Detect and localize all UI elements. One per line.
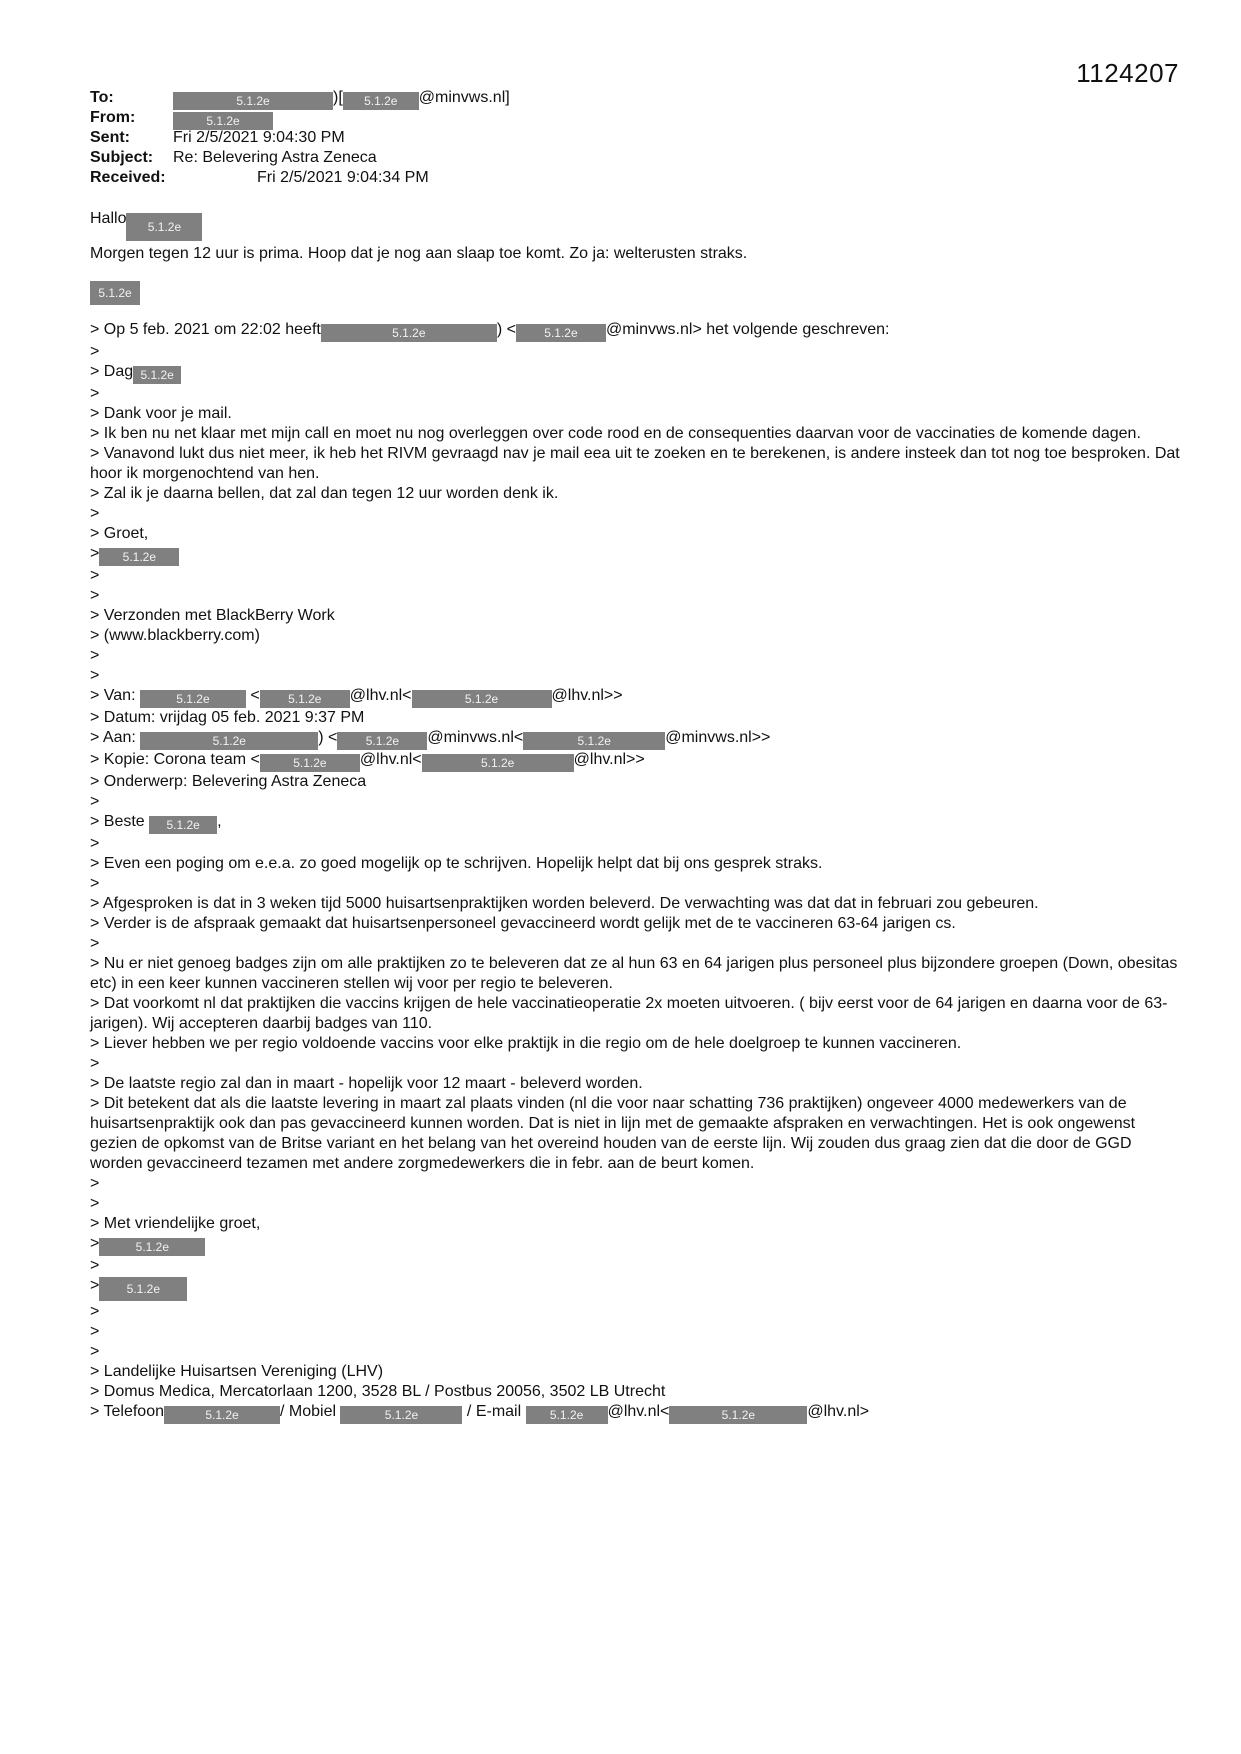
redaction: 5.1.2e: [340, 1406, 462, 1424]
redaction: 5.1.2e: [140, 690, 246, 708]
redaction: 5.1.2e: [99, 1238, 205, 1256]
redaction: 5.1.2e: [126, 213, 202, 241]
email-headers: [90, 88, 1180, 188]
quote-line: > (www.blackberry.com): [90, 627, 260, 644]
quote-onderwerp: > Onderwerp: Belevering Astra Zeneca: [90, 773, 367, 790]
quote-line: > Nu er niet genoeg badges zijn om alle praktijken zo te beleveren dat ze al hun 63 en 64 jarigen plus personeel plus bijzondere groepen (Down, obesitas etc) in een keer kunnen vaccineren stellen wij voor per regio te beleveren.: [90, 955, 1178, 992]
redaction: 5.1.2e: [164, 1406, 280, 1424]
quote-beste: > Beste 5.1.2e ,: [90, 813, 222, 832]
redaction: 5.1.2e: [173, 112, 273, 130]
quote-line: > Even een poging om e.e.a. zo goed mogelijk op te schrijven. Hopelijk helpt dat bij ons gesprek straks.: [90, 855, 823, 872]
quote-line: > Ik ben nu net klaar met mijn call en moet nu nog overleggen over code rood en de consequenties daarvan voor de vaccinaties de komende dagen.: [90, 425, 1141, 442]
quote-marker: >: [90, 343, 100, 360]
header-label: To:: [90, 89, 114, 106]
header-value: Re: Belevering Astra Zeneca: [173, 149, 377, 166]
quote-marker: >: [90, 647, 100, 664]
quote-van: > Van: 5.1.2e < 5.1.2e @lhv.nl< 5.1.2e @lhv.nl>>: [90, 687, 623, 706]
email-document: [90, 88, 1180, 1424]
redaction: 5.1.2e: [140, 732, 318, 750]
header-label: From:: [90, 109, 136, 126]
quote-kopie: > Kopie: Corona team < 5.1.2e @lhv.nl< 5.1.2e @lhv.nl>>: [90, 751, 645, 770]
redaction: 5.1.2e: [523, 732, 665, 750]
quote-line: > Groet,: [90, 525, 149, 542]
quote-marker: >: [90, 1323, 100, 1340]
quote-signature: > 5.1.2e: [90, 1234, 1180, 1256]
quote-line: > Dat voorkomt nl dat praktijken die vaccins krijgen de hele vaccinatieoperatie 2x moeten uitvoeren. ( bijv eerst voor de 64 jarigen en daarna voor de 63-jarigen). Wij accepteren daarbij badges van 110.: [90, 995, 1168, 1032]
quote-line: > Vanavond lukt dus niet meer, ik heb het RIVM gevraagd nav je mail eea uit te zoeken en te berekenen, is andere insteek dan tot nog toe besproken. Dat hoor ik morgenochtend van hen.: [90, 445, 1180, 482]
quote-marker: >: [90, 935, 100, 952]
quote-line: > Verder is de afspraak gemaakt dat huisartsenpersoneel gevaccineerd wordt gelijk met de te vaccineren 63-64 jarigen cs.: [90, 915, 956, 932]
header-from: [90, 108, 1180, 128]
quote-marker: >: [90, 567, 100, 584]
header-received: [90, 168, 1180, 188]
quote-line: > Met vriendelijke groet,: [90, 1215, 261, 1232]
redaction: 5.1.2e: [422, 754, 574, 772]
redaction: 5.1.2e: [149, 816, 217, 834]
quote-marker: >: [90, 385, 100, 402]
redaction: 5.1.2e: [260, 754, 360, 772]
quote-marker: >: [90, 793, 100, 810]
quote-signature: > 5.1.2e: [90, 544, 1180, 566]
redaction: 5.1.2e: [99, 1277, 187, 1301]
quote-dag: > Dag 5.1.2e: [90, 362, 1180, 384]
quote-marker: >: [90, 1257, 100, 1274]
quote-marker: >: [90, 1175, 100, 1192]
header-value: Fri 2/5/2021 9:04:34 PM: [257, 169, 429, 186]
header-value: Fri 2/5/2021 9:04:30 PM: [173, 129, 345, 146]
redaction: 5.1.2e: [133, 366, 181, 384]
quote-address: > Domus Medica, Mercatorlaan 1200, 3528 BL / Postbus 20056, 3502 LB Utrecht: [90, 1383, 666, 1400]
document-id: 1124207: [1076, 58, 1179, 88]
reply-body: Morgen tegen 12 uur is prima. Hoop dat je nog aan slaap toe komt. Zo ja: welterusten straks.: [90, 245, 748, 262]
quote-line: > Zal ik je daarna bellen, dat zal dan tegen 12 uur worden denk ik.: [90, 485, 559, 502]
quote-signature: > 5.1.2e: [90, 1276, 1180, 1302]
redaction: 5.1.2e: [321, 324, 497, 342]
greeting: Hallo 5.1.2e: [90, 204, 1180, 234]
quote-datum: > Datum: vrijdag 05 feb. 2021 9:37 PM: [90, 709, 365, 726]
redaction: 5.1.2e: [526, 1406, 608, 1424]
quote-marker: >: [90, 1195, 100, 1212]
quote-line: > De laatste regio zal dan in maart - hopelijk voor 12 maart - beleverd worden.: [90, 1075, 643, 1092]
redaction: 5.1.2e: [337, 732, 427, 750]
quote-line: > Dit betekent dat als die laatste levering in maart zal plaats vinden (nl die voor naar schatting 736 praktijken) ongeveer 4000 medewerkers van de huisartsenpraktijk ook dan pas gevaccineerd kunnen worden. Dat is niet in lijn met de gemaakte afspraken en verwachtingen. Het is ook ongewenst gezien de opkomst van de Britse variant en het belang van het overeind houden van de eerste lijn. Wij zouden dus graag zien dat die door de GGD worden gevaccineerd tezamen met andere zorgmedewerkers die in febr. aan de beurt komen.: [90, 1095, 1136, 1172]
header-to: To: 5.1.2e )[ 5.1.2e @minvws.nl]: [90, 89, 510, 108]
quote-marker: >: [90, 1343, 100, 1360]
quote-intro: > Op 5 feb. 2021 om 22:02 heeft 5.1.2e ) < 5.1.2e @minvws.nl> het volgende geschreven:: [90, 321, 890, 340]
header-label: Subject:: [90, 149, 154, 166]
quote-line: > Dank voor je mail.: [90, 405, 232, 422]
quote-marker: >: [90, 835, 100, 852]
quoted-message: [90, 320, 1180, 1424]
quote-marker: >: [90, 587, 100, 604]
quote-marker: >: [90, 1303, 100, 1320]
quote-contact: > Telefoon 5.1.2e / Mobiel 5.1.2e / E-mail 5.1.2e @lhv.nl< 5.1.2e @lhv.nl>: [90, 1403, 870, 1422]
redaction: 5.1.2e: [412, 690, 552, 708]
quote-line: > Afgesproken is dat in 3 weken tijd 5000 huisartsenpraktijken worden beleverd. De verwachting was dat dat in februari zou gebeuren.: [90, 895, 1039, 912]
redaction: 5.1.2e: [173, 92, 333, 110]
header-sent: [90, 128, 1180, 148]
quote-marker: >: [90, 875, 100, 892]
quote-line: > Verzonden met BlackBerry Work: [90, 607, 335, 624]
quote-aan: > Aan: 5.1.2e ) < 5.1.2e @minvws.nl< 5.1.2e @minvws.nl>>: [90, 729, 771, 748]
quote-marker: >: [90, 1055, 100, 1072]
redaction: 5.1.2e: [516, 324, 606, 342]
redaction: 5.1.2e: [99, 548, 179, 566]
header-label: Received:: [90, 169, 166, 186]
quote-marker: >: [90, 505, 100, 522]
redaction: 5.1.2e: [90, 281, 140, 305]
quote-marker: >: [90, 667, 100, 684]
redaction: 5.1.2e: [260, 690, 350, 708]
signature-redaction: [90, 280, 1180, 306]
redaction: 5.1.2e: [343, 92, 419, 110]
header-label: Sent:: [90, 129, 130, 146]
redaction: 5.1.2e: [669, 1406, 807, 1424]
quote-org: > Landelijke Huisartsen Vereniging (LHV): [90, 1363, 384, 1380]
header-subject: [90, 148, 1180, 168]
quote-line: > Liever hebben we per regio voldoende vaccins voor elke praktijk in die regio om de hele doelgroep te kunnen vaccineren.: [90, 1035, 962, 1052]
